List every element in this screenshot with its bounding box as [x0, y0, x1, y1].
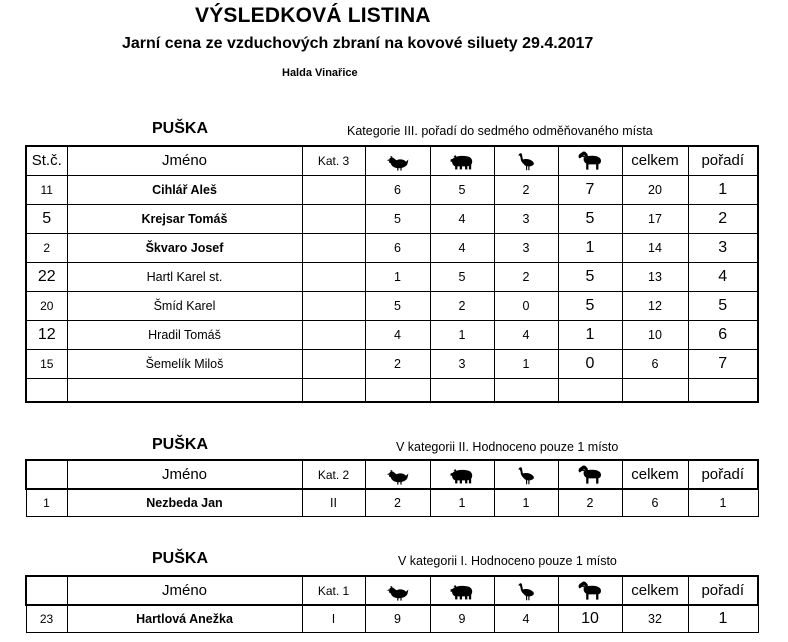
cell-empty	[67, 378, 302, 402]
col-header-name: Jméno	[67, 146, 302, 175]
cell-score-turkey: 3	[494, 204, 558, 233]
table-row	[26, 262, 758, 291]
document-subtitle: Jarní cena ze vzduchových zbraní na kovové siluety 29.4.2017	[122, 35, 594, 52]
cell-score-turkey: 2	[494, 262, 558, 291]
cell-empty	[430, 378, 494, 402]
cell-score-pig: 4	[430, 204, 494, 233]
cell-score-pig: 5	[430, 175, 494, 204]
cell-score-turkey: 4	[494, 320, 558, 349]
cell-total: 17	[622, 204, 688, 233]
cell-st: 1	[26, 489, 67, 516]
table-row	[26, 233, 758, 262]
turkey-icon	[494, 146, 558, 175]
table-row	[26, 175, 758, 204]
table-row	[26, 605, 758, 632]
cell-score-turkey: 1	[494, 349, 558, 378]
cell-score-ram: 5	[558, 262, 622, 291]
cell-score-pig: 4	[430, 233, 494, 262]
cell-empty	[558, 378, 622, 402]
cell-score-chicken: 5	[365, 204, 430, 233]
col-header-total: celkem	[622, 460, 688, 489]
col-header-total: celkem	[622, 146, 688, 175]
section-2-note: V kategorii II. Hodnoceno pouze 1 místo	[396, 440, 619, 454]
cell-empty	[494, 378, 558, 402]
cell-st: 23	[26, 605, 67, 632]
cell-kat	[302, 204, 365, 233]
cell-score-turkey: 3	[494, 233, 558, 262]
cell-total: 13	[622, 262, 688, 291]
cell-total: 6	[622, 489, 688, 516]
cell-st: 11	[26, 175, 67, 204]
col-header-kat: Kat. 1	[302, 576, 365, 605]
table-row-empty	[26, 378, 758, 402]
cell-score-turkey: 1	[494, 489, 558, 516]
cell-empty	[365, 378, 430, 402]
cell-total: 20	[622, 175, 688, 204]
cell-empty	[622, 378, 688, 402]
section-3-note: V kategorii I. Hodnoceno pouze 1 místo	[398, 554, 617, 568]
cell-name: Nezbeda Jan	[67, 489, 302, 516]
cell-score-pig: 2	[430, 291, 494, 320]
cell-kat	[302, 233, 365, 262]
cell-name: Hradil Tomáš	[67, 320, 302, 349]
cell-score-ram: 2	[558, 489, 622, 516]
cell-total: 12	[622, 291, 688, 320]
ram-icon	[558, 460, 622, 489]
pig-icon	[430, 460, 494, 489]
table-header-row	[26, 460, 758, 489]
cell-name: Šemelík Miloš	[67, 349, 302, 378]
cell-name: Škvaro Josef	[67, 233, 302, 262]
cell-rank: 2	[688, 204, 758, 233]
cell-kat: II	[302, 489, 365, 516]
cell-total: 14	[622, 233, 688, 262]
cell-rank: 1	[688, 175, 758, 204]
table-row	[26, 204, 758, 233]
cell-kat	[302, 291, 365, 320]
cell-score-pig: 5	[430, 262, 494, 291]
col-header-rank: pořadí	[688, 460, 758, 489]
cell-score-pig: 1	[430, 320, 494, 349]
results-table-cat3	[25, 145, 759, 403]
cell-st: 5	[26, 204, 67, 233]
turkey-icon	[494, 460, 558, 489]
cell-total: 32	[622, 605, 688, 632]
cell-empty	[688, 378, 758, 402]
section-3-title: PUŠKA	[152, 550, 209, 567]
results-table-cat1	[25, 575, 759, 633]
table-header-row	[26, 576, 758, 605]
cell-name: Šmíd Karel	[67, 291, 302, 320]
cell-st: 15	[26, 349, 67, 378]
cell-score-turkey: 2	[494, 175, 558, 204]
cell-score-turkey: 0	[494, 291, 558, 320]
cell-score-ram: 5	[558, 204, 622, 233]
cell-score-chicken: 9	[365, 605, 430, 632]
cell-score-ram: 5	[558, 291, 622, 320]
cell-rank: 6	[688, 320, 758, 349]
cell-kat: I	[302, 605, 365, 632]
cell-rank: 4	[688, 262, 758, 291]
cell-score-chicken: 2	[365, 489, 430, 516]
table-row	[26, 349, 758, 378]
cell-score-ram: 7	[558, 175, 622, 204]
cell-rank: 1	[688, 605, 758, 632]
cell-score-chicken: 6	[365, 233, 430, 262]
table-header-row	[26, 146, 758, 175]
cell-rank: 1	[688, 489, 758, 516]
cell-rank: 7	[688, 349, 758, 378]
turkey-icon	[494, 576, 558, 605]
cell-empty	[302, 378, 365, 402]
chicken-icon	[365, 576, 430, 605]
ram-icon	[558, 576, 622, 605]
chicken-icon	[365, 146, 430, 175]
cell-st: 12	[26, 320, 67, 349]
pig-icon	[430, 576, 494, 605]
venue-label: Halda Vinařice	[282, 67, 358, 79]
cell-score-chicken: 5	[365, 291, 430, 320]
cell-rank: 3	[688, 233, 758, 262]
results-table-cat2	[25, 459, 759, 517]
table-row	[26, 320, 758, 349]
cell-score-chicken: 4	[365, 320, 430, 349]
cell-kat	[302, 320, 365, 349]
cell-score-pig: 1	[430, 489, 494, 516]
table-row	[26, 291, 758, 320]
col-header-rank: pořadí	[688, 576, 758, 605]
ram-icon	[558, 146, 622, 175]
col-header-name: Jméno	[67, 576, 302, 605]
cell-kat	[302, 262, 365, 291]
cell-empty	[26, 378, 67, 402]
cell-name: Krejsar Tomáš	[67, 204, 302, 233]
cell-total: 6	[622, 349, 688, 378]
table-row	[26, 489, 758, 516]
cell-score-chicken: 1	[365, 262, 430, 291]
cell-score-chicken: 6	[365, 175, 430, 204]
cell-st: 2	[26, 233, 67, 262]
col-header-kat: Kat. 2	[302, 460, 365, 489]
cell-score-ram: 1	[558, 320, 622, 349]
document-title: VÝSLEDKOVÁ LISTINA	[195, 4, 431, 27]
col-header-name: Jméno	[67, 460, 302, 489]
cell-kat	[302, 349, 365, 378]
cell-score-ram: 10	[558, 605, 622, 632]
cell-score-pig: 3	[430, 349, 494, 378]
col-header-kat: Kat. 3	[302, 146, 365, 175]
col-header-st: St.č.	[26, 146, 67, 175]
cell-score-ram: 0	[558, 349, 622, 378]
cell-kat	[302, 175, 365, 204]
col-header-st	[26, 460, 67, 489]
cell-name: Hartlová Anežka	[67, 605, 302, 632]
section-2-title: PUŠKA	[152, 436, 209, 453]
section-1-title: PUŠKA	[152, 120, 209, 137]
cell-name: Cihlář Aleš	[67, 175, 302, 204]
section-1-note: Kategorie III. pořadí do sedmého odměňovaného místa	[347, 124, 653, 138]
cell-total: 10	[622, 320, 688, 349]
chicken-icon	[365, 460, 430, 489]
cell-score-pig: 9	[430, 605, 494, 632]
col-header-total: celkem	[622, 576, 688, 605]
cell-score-turkey: 4	[494, 605, 558, 632]
cell-st: 20	[26, 291, 67, 320]
col-header-rank: pořadí	[688, 146, 758, 175]
cell-score-ram: 1	[558, 233, 622, 262]
cell-st: 22	[26, 262, 67, 291]
cell-name: Hartl Karel st.	[67, 262, 302, 291]
col-header-st	[26, 576, 67, 605]
cell-score-chicken: 2	[365, 349, 430, 378]
pig-icon	[430, 146, 494, 175]
cell-rank: 5	[688, 291, 758, 320]
